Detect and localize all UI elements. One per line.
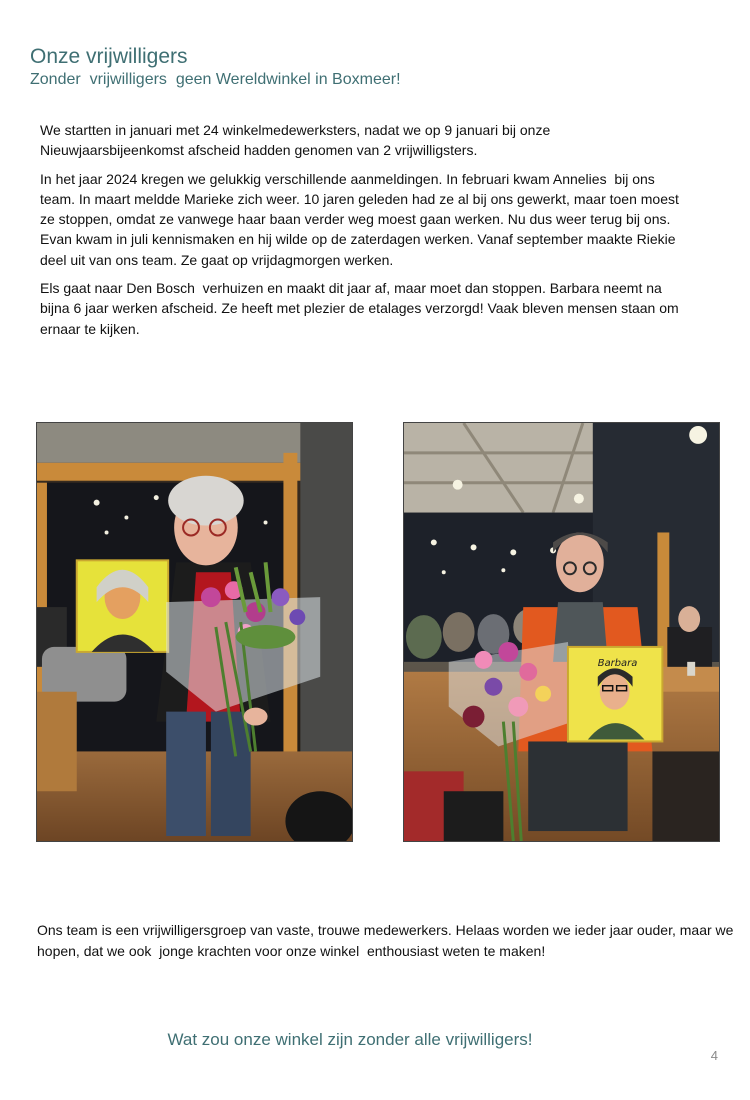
intro-paragraph: In het jaar 2024 kregen we gelukkig verschillende aanmeldingen. In februari kwam Annelies bij ons team. In maart meldde Marieke zich weer. 10 jaren geleden had ze al bij ons gewerkt, maar toen moest ze stoppen, omdat ze vanwege haar baan verder weg moest gaan werken. Nu dus weer terug bij ons. Evan kwam in juli kennismaken en hij wilde op de zaterdagen werken. Vanaf september maakte Riekie deel uit van ons team. Ze gaat op vrijdagmorgen werken. [40,170,683,268]
photo-illustration [37,423,352,841]
intro-paragraph: Els gaat naar Den Bosch verhuizen en maakt dit jaar af, maar moet dan stoppen. Barbara neemt na bijna 6 jaar werken afscheid. Ze heeft met plezier de etalages verzorgd! Vaak bleven mensen staan om ernaar te kijken. [40,280,683,337]
page-subtitle: Zonder vrijwilligers geen Wereldwinkel in Boxmeer! [30,71,401,88]
photo-illustration [404,423,719,841]
volunteer-photo-left [36,422,353,842]
page-number: 4 [710,1048,718,1063]
intro-text [40,120,690,347]
volunteer-photo-right [403,422,720,842]
painting-label: Barbara [597,657,638,669]
page-title: Onze vrijwilligers [30,45,188,68]
closing-line: Wat zou onze winkel zijn zonder alle vrijwilligers! [167,1030,533,1049]
outro-text: Ons team is een vrijwilligersgroep van vaste, trouwe medewerkers. Helaas worden we ieder jaar ouder, maar we hopen, dat we ook jonge krachten voor onze winkel enthousiast weten te maken! [37,922,738,959]
intro-paragraph: We startten in januari met 24 winkelmedewerksters, nadat we op 9 januari bij onze Nieuwjaarsbijeenkomst afscheid hadden genomen van 2 vrijwilligsters. [40,122,555,159]
